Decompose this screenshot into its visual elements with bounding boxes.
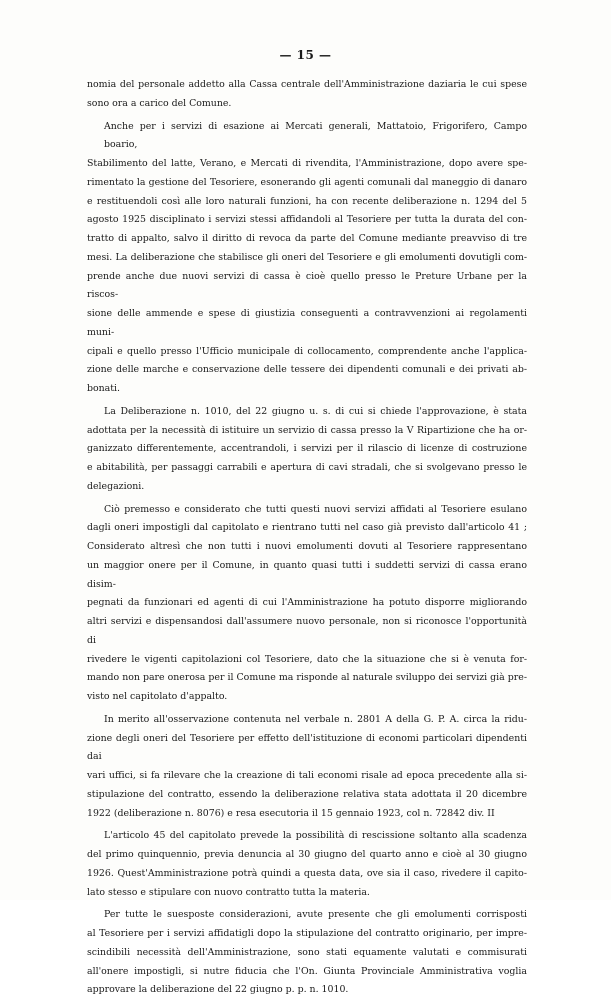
text-line: e restituendoli così alle loro naturali funzioni, ha con recente deliberazione n. 1294 del 5 <box>87 195 527 207</box>
paragraph <box>87 76 527 114</box>
text-line: del primo quinquennio, previa denuncia al 30 giugno del quarto anno e cioè al 30 giugno <box>87 849 527 860</box>
text-line: rimentato la gestione del Tesoriere, esonerando gli agenti comunali dal maneggio di danaro <box>87 176 527 188</box>
text-line: Anche per i servizi di esazione ai Mercati generali, Mattatoio, Frigorifero, Campo boario, <box>104 120 527 151</box>
text-line: scindibili necessità dell'Amministrazione, sono stati equamente valutati e commisurati <box>87 946 527 958</box>
paragraph <box>87 403 527 497</box>
text-line: mesi. La deliberazione che stabilisce gli oneri del Tesoriere e gli emolumenti dovutigli com- <box>87 251 527 263</box>
text-line: e abitabilità, per passaggi carrabili e apertura di cavi stradali, che si svolgevano presso le <box>87 462 527 473</box>
text-line: bonati. <box>87 383 121 394</box>
text-line: La Deliberazione n. 1010, del 22 giugno u. s. di cui si chiede l'approvazione, è stata <box>104 405 527 417</box>
text-line: approvare la deliberazione del 22 giugno p. p. n. 1010. <box>87 984 349 996</box>
text-line: agosto 1925 disciplinato i servizi stessi affidandoli al Tesoriere per tutta la durata del con- <box>87 214 527 226</box>
text-line: L'articolo 45 del capitolato prevede la possibilità di rescissione soltanto alla scadenza <box>104 830 527 842</box>
body-text <box>87 76 527 1004</box>
text-line: ganizzato differentemente, accentrandoli, i servizi per il rilascio di licenze di costruzione <box>87 443 527 455</box>
text-line: delegazioni. <box>87 480 145 492</box>
text-line: sione delle ammende e spese di giustizia conseguenti a contravvenzioni ai regolamenti muni- <box>87 308 527 338</box>
text-line: all'onere impostigli, si nutre fiducia che l'On. Giunta Provinciale Amministrativa voglia <box>87 965 527 977</box>
text-line: sono ora a carico del Comune. <box>87 97 232 109</box>
paragraph <box>87 711 527 824</box>
text-line: rivedere le vigenti capitolazioni col Tesoriere, dato che la situazione che si è venuta for- <box>87 653 527 665</box>
text-line: visto nel capitolato d'appalto. <box>87 691 228 702</box>
text-line: prende anche due nuovi servizi di cassa è cioè quello presso le Preture Urbane per la riscos- <box>87 270 527 301</box>
text-line: 1926. Quest'Amministrazione potrà quindi a questa data, ove sia il caso, rivedere il capito- <box>87 867 527 879</box>
text-line: al Tesoriere per i servizi affidatigli dopo la stipulazione del contratto originario, per impre- <box>87 928 527 939</box>
text-line: Per tutte le suesposte considerazioni, avute presente che gli emolumenti corrisposti <box>104 909 527 921</box>
text-line: adottata per la necessità di istituire un servizio di cassa presso la V Ripartizione che ha or- <box>87 424 527 436</box>
text-line: dagli oneri impostigli dal capitolato e rientrano tutti nel caso già previsto dall'articolo 41 ; <box>87 522 527 534</box>
text-line: Ciò premesso e considerato che tutti questi nuovi servizi affidati al Tesoriere esulano <box>104 503 527 515</box>
paragraph <box>87 906 527 1000</box>
paragraph <box>87 501 527 707</box>
page-number: — 15 — <box>279 48 332 62</box>
paragraph <box>87 118 527 399</box>
text-line: un maggior onere per il Comune, in quanto quasi tutti i suddetti servizi di cassa erano disim- <box>87 559 527 590</box>
text-line: zione delle marche e conservazione delle tessere dei dipendenti comunali e dei privati ab- <box>87 364 527 376</box>
text-line: zione degli oneri del Tesoriere per effetto dell'istituzione di economi particolari dipendenti dai <box>87 732 527 763</box>
text-line: tratto di appalto, salvo il diritto di revoca da parte del Comune mediante preavviso di tre <box>87 233 527 244</box>
paragraph <box>87 827 527 902</box>
text-line: cipali e quello presso l'Ufficio municipale di collocamento, comprendente anche l'applica- <box>87 345 527 357</box>
text-line: altri servizi e dispensandosi dall'assumere nuovo personale, non si riconosce l'opportunità di <box>87 616 527 646</box>
text-line: mando non pare onerosa per il Comune ma risponde al naturale sviluppo dei servizi già pre- <box>87 672 527 684</box>
text-line: lato stesso e stipulare con nuovo contratto tutta la materia. <box>87 886 370 898</box>
text-line: Stabilimento del latte, Verano, e Mercati di rivendita, l'Amministrazione, dopo avere spe- <box>87 158 527 169</box>
text-line: pegnati da funzionari ed agenti di cui l'Amministrazione ha potuto disporre migliorando <box>87 597 527 609</box>
text-line: 1922 (deliberazione n. 8076) e resa esecutoria il 15 gennaio 1923, col n. 72842 div. II <box>87 807 495 819</box>
text-line: vari uffici, si fa rilevare che la creazione di tali economi risale ad epoca precedente alla si- <box>87 770 527 781</box>
text-line: In merito all'osservazione contenuta nel verbale n. 2801 A della G. P. A. circa la ridu- <box>104 713 527 725</box>
text-line: stipulazione del contratto, essendo la deliberazione relativa stata adottata il 20 dicembre <box>87 788 527 800</box>
text-line: Considerato altresì che non tutti i nuovi emolumenti dovuti al Tesoriere rappresentano <box>87 541 527 552</box>
text-line: nomia del personale addetto alla Cassa centrale dell'Amministrazione daziaria le cui spese <box>87 79 527 90</box>
